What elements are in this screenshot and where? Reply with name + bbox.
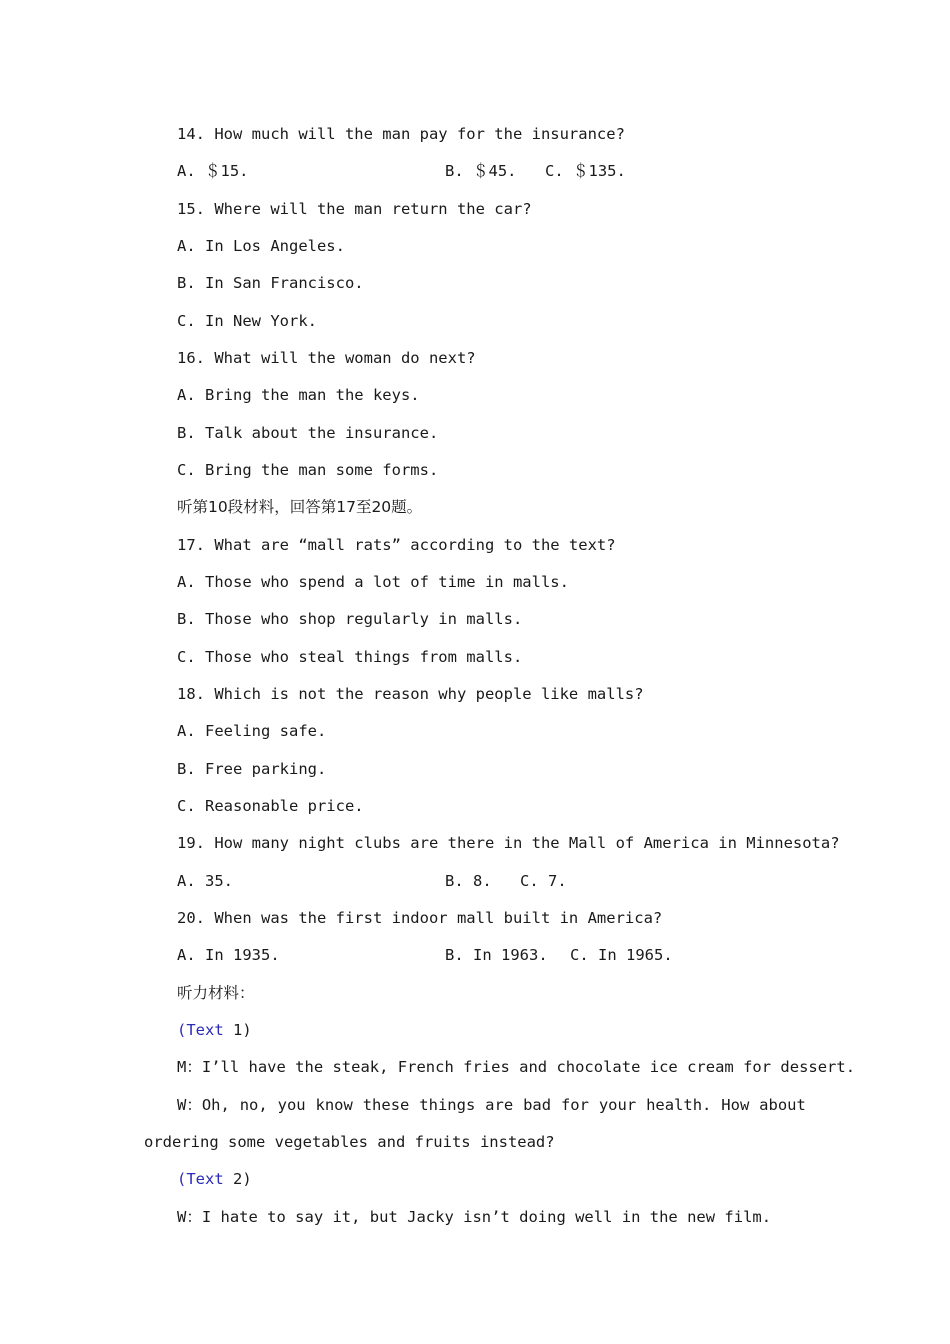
text-2-number: 2)	[223, 1170, 252, 1188]
question-15-option-b: B. In San Francisco.	[177, 274, 364, 292]
question-16-option-b: B. Talk about the insurance.	[177, 424, 439, 442]
word: for	[560, 1096, 589, 1114]
question-15: 15. Where will the man return the car?	[177, 200, 532, 218]
text-1-number: 1)	[223, 1021, 252, 1039]
question-19-option-c: C. 7.	[520, 872, 567, 890]
question-19: 19. How many night clubs are there in the Mall of America in Minnesota?	[177, 834, 840, 852]
text-2-woman-line: W：I hate to say it, but Jacky isn’t doing well in the new film.	[177, 1208, 772, 1226]
question-14-option-a: A. ＄15.	[177, 162, 249, 180]
text-2-label	[177, 1169, 252, 1189]
question-14-option-b: B. ＄45.	[445, 162, 517, 180]
word: How	[721, 1096, 750, 1114]
text-1-label	[177, 1020, 252, 1040]
transcript-heading: 听力材料：	[177, 984, 255, 1002]
text-2-open-paren: (	[177, 1170, 187, 1188]
question-19-option-a: A. 35.	[177, 872, 233, 890]
word: things	[419, 1096, 476, 1114]
question-14: 14. How much will the man pay for the insurance?	[177, 125, 625, 143]
word: your	[598, 1096, 637, 1114]
question-20-option-b: B. In 1963.	[445, 946, 548, 964]
word: no,	[239, 1096, 268, 1114]
question-17: 17. What are “mall rats” according to the text?	[177, 536, 616, 554]
question-16: 16. What will the woman do next?	[177, 349, 476, 367]
word: bad	[523, 1096, 552, 1114]
question-15-option-c: C. In New York.	[177, 312, 317, 330]
question-18-option-b: B. Free parking.	[177, 760, 327, 778]
question-18: 18. Which is not the reason why people like malls?	[177, 685, 644, 703]
text-1-woman-line-continued: ordering some vegetables and fruits instead?	[144, 1133, 555, 1151]
text-1-link[interactable]: Text	[186, 1021, 224, 1039]
question-14-option-c: C. ＄135.	[545, 162, 626, 180]
text-1-woman-line	[177, 1095, 806, 1115]
question-17-option-c: C. Those who steal things from malls.	[177, 648, 523, 666]
word: you	[277, 1096, 306, 1114]
word: are	[485, 1096, 514, 1114]
question-16-option-a: A. Bring the man the keys.	[177, 386, 420, 404]
word: health.	[646, 1096, 712, 1114]
text-1-open-paren: (	[177, 1021, 187, 1039]
question-20: 20. When was the first indoor mall built in America?	[177, 909, 663, 927]
question-20-option-a: A. In 1935.	[177, 946, 280, 964]
word: know	[315, 1096, 353, 1114]
question-17-option-a: A. Those who spend a lot of time in malls.	[177, 573, 569, 591]
question-19-option-b: B. 8.	[445, 872, 492, 890]
word: W：Oh,	[177, 1096, 230, 1114]
question-18-option-a: A. Feeling safe.	[177, 722, 327, 740]
question-15-option-a: A. In Los Angeles.	[177, 237, 345, 255]
text-1-man-line: M：I’ll have the steak, French fries and chocolate ice cream for dessert.	[177, 1058, 856, 1076]
section-instruction: 听第10段材料，回答第17至20题。	[177, 498, 423, 516]
question-18-option-c: C. Reasonable price.	[177, 797, 364, 815]
word: about	[759, 1096, 806, 1114]
text-2-link[interactable]: Text	[186, 1170, 224, 1188]
question-16-option-c: C. Bring the man some forms.	[177, 461, 439, 479]
question-20-option-c: C. In 1965.	[570, 946, 673, 964]
question-17-option-b: B. Those who shop regularly in malls.	[177, 610, 523, 628]
word: these	[362, 1096, 410, 1114]
